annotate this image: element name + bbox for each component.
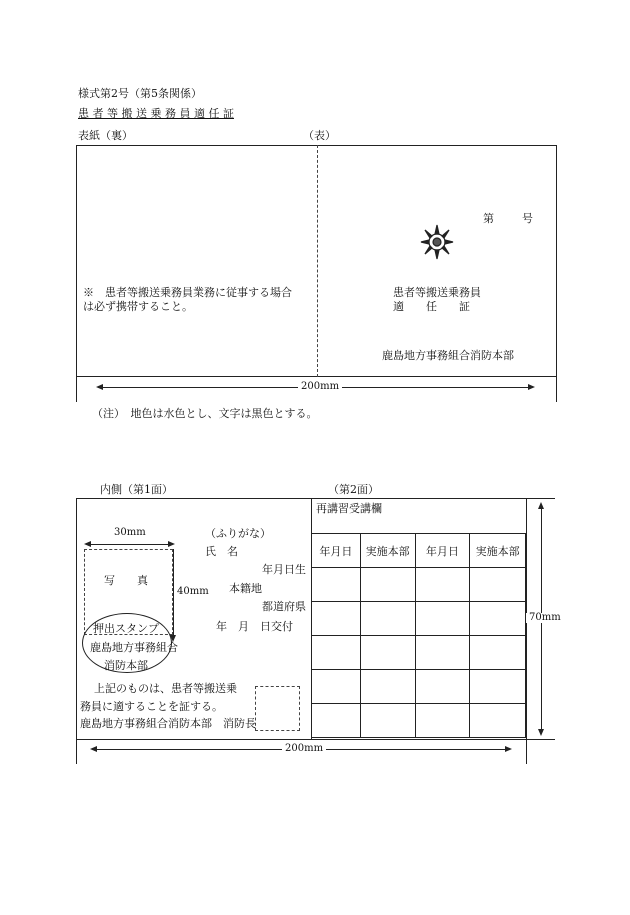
table-header: 年月日 — [312, 534, 361, 568]
table-cell[interactable] — [312, 704, 361, 738]
carry-notice-line1: ※ 患者等搬送乗務員業務に従事する場合 — [83, 286, 292, 299]
arrow-head-right — [528, 384, 535, 390]
table-cell[interactable] — [360, 568, 415, 602]
card-title-line1: 患者等搬送乗務員 — [393, 286, 481, 299]
color-note: （注） 地色は水色とし、文字は黒色とする。 — [92, 407, 318, 420]
cover-back-label: 表紙（裏） — [78, 129, 133, 142]
table-header: 実施本部 — [470, 534, 526, 568]
arrow-head-down — [538, 729, 544, 736]
table-row — [312, 568, 526, 602]
dim-tick-top — [527, 498, 555, 499]
photo-width-arrow — [87, 544, 171, 545]
form-number: 様式第2号（第5条関係） — [78, 87, 202, 100]
page2-label: （第2面） — [328, 483, 379, 496]
photo-label: 写 真 — [104, 574, 148, 587]
chief-signature: 鹿島地方事務組合消防本部 消防長 — [80, 717, 256, 730]
table-row — [312, 670, 526, 704]
fold-line — [317, 145, 318, 377]
document-title: 患 者 等 搬 送 乗 務 員 適 任 証 — [78, 107, 234, 120]
table-cell[interactable] — [470, 636, 526, 670]
table-cell[interactable] — [360, 636, 415, 670]
table-cell[interactable] — [312, 602, 361, 636]
stamp-line1: 押出スタンプ — [93, 622, 159, 635]
table-cell[interactable] — [360, 704, 415, 738]
fire-emblem-icon — [418, 221, 456, 263]
dim-tick-right — [526, 740, 527, 764]
table-cell[interactable] — [415, 568, 470, 602]
photo-width-label: 30mm — [114, 527, 146, 538]
table-cell[interactable] — [415, 636, 470, 670]
dim-tick-bottom — [527, 739, 555, 740]
prefecture-label: 都道府県 — [262, 600, 306, 613]
table-row — [312, 636, 526, 670]
table-cell[interactable] — [360, 602, 415, 636]
arrow-head-right — [168, 541, 175, 547]
arrow-head-left — [96, 384, 103, 390]
domicile-label: 本籍地 — [229, 582, 262, 595]
issued-date-label: 年 月 日交付 — [216, 620, 293, 633]
table-row — [312, 704, 526, 738]
table-header: 実施本部 — [360, 534, 415, 568]
table-row — [312, 602, 526, 636]
table-cell[interactable] — [470, 704, 526, 738]
retraining-table — [311, 533, 526, 738]
retraining-title: 再講習受講欄 — [316, 502, 382, 515]
carry-notice-line2: は必ず携帯すること。 — [83, 300, 193, 313]
card-title-line2: 適 任 証 — [393, 300, 470, 313]
birthdate-label: 年月日生 — [262, 563, 306, 576]
chief-seal-box — [255, 686, 300, 731]
table-cell[interactable] — [415, 602, 470, 636]
table-cell[interactable] — [470, 602, 526, 636]
photo-height-label: 40mm — [177, 586, 209, 597]
stamp-line2: 鹿島地方事務組合 — [90, 641, 178, 654]
table-cell[interactable] — [312, 568, 361, 602]
dim-tick-right — [556, 377, 557, 402]
table-cell[interactable] — [312, 670, 361, 704]
photo-height-line — [173, 549, 174, 635]
table-cell[interactable] — [415, 670, 470, 704]
table-cell[interactable] — [470, 670, 526, 704]
table-header-row — [312, 534, 526, 568]
issuer-name: 鹿島地方事務組合消防本部 — [382, 349, 514, 362]
height-label: 70mm — [526, 613, 564, 623]
table-header: 年月日 — [415, 534, 470, 568]
arrow-head-left — [84, 541, 91, 547]
table-cell[interactable] — [415, 704, 470, 738]
page1-label: 内側（第1面） — [100, 483, 173, 496]
dim-tick-left — [76, 740, 77, 764]
certify-line1: 上記のものは、患者等搬送乗 — [94, 682, 237, 695]
stamp-line3: 消防本部 — [104, 659, 148, 672]
certify-line2: 務員に適することを証する。 — [80, 700, 223, 713]
number-label: 第 号 — [483, 212, 535, 225]
name-label: 氏 名 — [205, 545, 238, 558]
table-cell[interactable] — [470, 568, 526, 602]
cover-width-label: 200mm — [298, 382, 342, 392]
arrow-head-up — [538, 502, 544, 509]
furigana-label: （ふりがな） — [205, 527, 271, 540]
arrow-head-right — [505, 746, 512, 752]
dim-tick-left — [76, 377, 77, 402]
cover-front-label: （表） — [303, 129, 336, 142]
table-cell[interactable] — [312, 636, 361, 670]
arrow-head-left — [90, 746, 97, 752]
table-cell[interactable] — [360, 670, 415, 704]
inside-width-label: 200mm — [282, 744, 326, 754]
